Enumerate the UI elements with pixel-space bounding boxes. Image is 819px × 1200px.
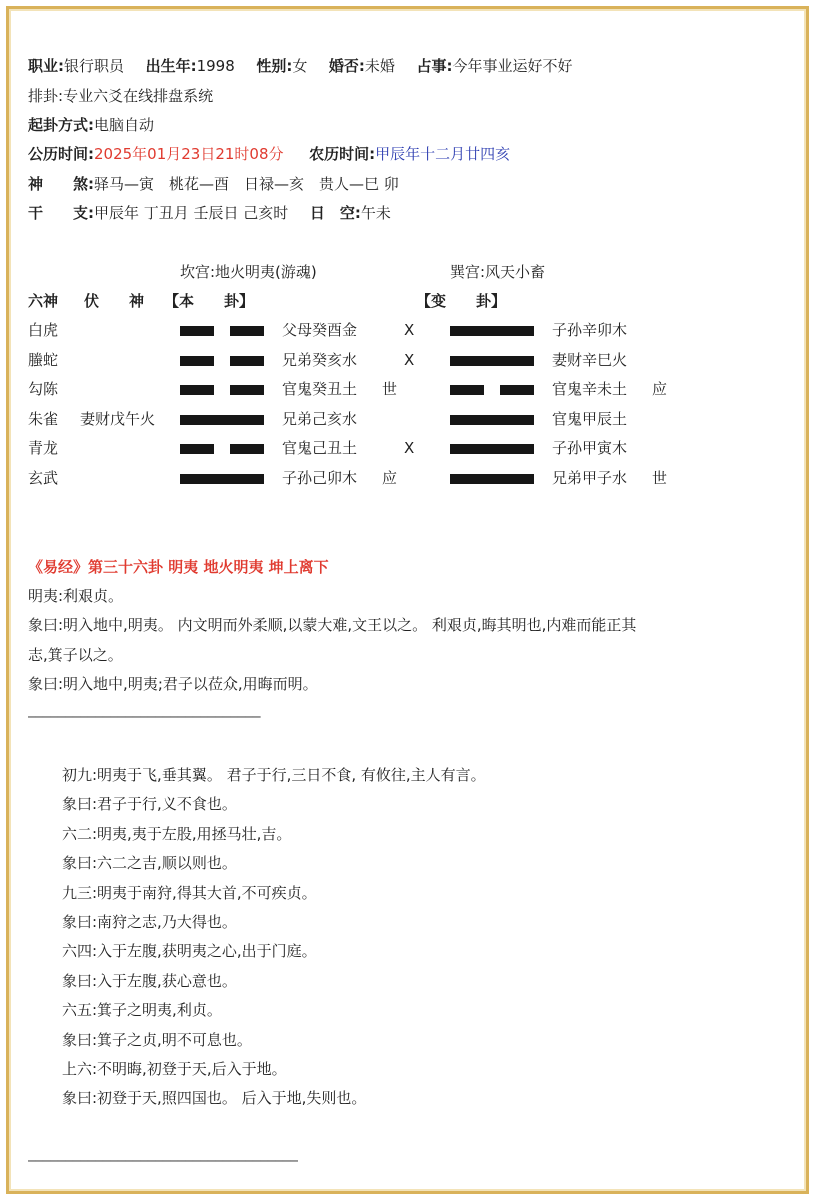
bian-line-text: 妻财辛巳火 — [552, 351, 628, 369]
question-value: 今年事业运好不好 — [452, 57, 573, 75]
bian-line-text: 兄弟甲子水 — [552, 469, 628, 487]
ben-yao-bar-yin — [180, 444, 264, 454]
yin-segment — [180, 356, 214, 366]
shensha-value: 驿马—寅 桃花—酉 日禄—亥 贵人—巳 卯 — [94, 175, 399, 193]
bian-yao-bar-yang — [450, 356, 534, 366]
bian-yao-bar-yang — [450, 326, 534, 336]
kong-value: 午未 — [360, 204, 391, 222]
gua-ci: 明夷:利艰贞。 — [28, 587, 124, 605]
kong-label: 日 空: — [309, 204, 361, 222]
liushen-cell: 朱雀 — [28, 410, 59, 428]
ben-line-text: 子孙己卯木 — [282, 469, 358, 487]
ben-yao-bar-yin — [180, 385, 264, 395]
liushen-cell: 白虎 — [28, 321, 59, 339]
birth-value: 1998 — [196, 57, 235, 75]
solar-label: 公历时间: — [28, 145, 94, 163]
bian-yao-bar-yin — [450, 385, 534, 395]
yao-ci-line: 九三:明夷于南狩,得其大首,不可疾贞。 — [62, 884, 317, 902]
bian-yao-bar-yang — [450, 415, 534, 425]
fushen-cell: 妻财戊午火 — [80, 410, 156, 428]
info-line-4 — [28, 144, 510, 164]
job-value: 银行职员 — [64, 57, 125, 75]
info-line-5 — [28, 174, 399, 194]
yin-segment — [180, 385, 214, 395]
ben-line-mark: 世 — [382, 380, 398, 398]
ben-line-text: 官鬼癸丑土 — [282, 380, 358, 398]
col-ben: 【本 卦】 — [164, 292, 255, 310]
ben-line-text: 兄弟癸亥水 — [282, 351, 358, 369]
info-line-3 — [28, 115, 154, 135]
ben-line-text: 官鬼己丑土 — [282, 439, 358, 457]
bian-line-text: 子孙甲寅木 — [552, 439, 628, 457]
yin-segment — [230, 356, 264, 366]
ben-line-mark: 应 — [382, 469, 398, 487]
col-fushen: 伏 神 — [84, 292, 145, 310]
yao-ci-line: 六四:入于左腹,获明夷之心,出于门庭。 — [62, 942, 317, 960]
solar-value: 2025年01月23日21时08分 — [94, 145, 284, 163]
info-line-1 — [28, 56, 573, 76]
yao-ci-line: 六二:明夷,夷于左股,用拯马壮,吉。 — [62, 825, 292, 843]
ganzhi-value: 甲辰年 丁丑月 壬辰日 己亥时 — [94, 204, 289, 222]
yin-segment — [450, 385, 484, 395]
ben-yao-bar-yin — [180, 356, 264, 366]
method-label: 起卦方式: — [28, 116, 94, 134]
marital-label: 婚否: — [328, 57, 365, 75]
bian-line-text: 官鬼甲辰土 — [552, 410, 628, 428]
yao-xiang-line: 象曰:初登于天,照四国也。 后入于地,失则也。 — [62, 1089, 367, 1107]
lunar-label: 农历时间: — [309, 145, 376, 163]
bian-palace: 巽宫:风天小畜 — [450, 263, 546, 281]
divider-1: _______________________________ — [28, 700, 261, 718]
tuan-line-1: 象曰:明入地中,明夷。 内文明而外柔顺,以蒙大难,文王以之。 利艰贞,晦其明也,内难而能正其 — [28, 616, 637, 634]
yin-segment — [230, 385, 264, 395]
yin-segment — [500, 385, 534, 395]
lunar-value: 甲辰年十二月廿四亥 — [375, 145, 511, 163]
yao-xiang-line: 象曰:箕子之贞,明不可息也。 — [62, 1031, 252, 1049]
gender-value: 女 — [292, 57, 308, 75]
yao-ci-line: 上六:不明晦,初登于天,后入于地。 — [62, 1060, 287, 1078]
xiang-line: 象曰:明入地中,明夷;君子以莅众,用晦而明。 — [28, 675, 318, 693]
bian-line-mark: 应 — [652, 380, 668, 398]
bian-line-mark: 世 — [652, 469, 668, 487]
ben-palace: 坎宫:地火明夷(游魂) — [180, 263, 317, 281]
ben-line-text: 父母癸酉金 — [282, 321, 358, 339]
gender-label: 性别: — [256, 57, 293, 75]
yao-xiang-line: 象曰:入于左腹,获心意也。 — [62, 972, 237, 990]
yao-xiang-line: 象曰:南狩之志,乃大得也。 — [62, 913, 237, 931]
yin-segment — [180, 444, 214, 454]
ben-yao-bar-yin — [180, 326, 264, 336]
bian-yao-bar-yang — [450, 444, 534, 454]
liushen-cell: 青龙 — [28, 439, 59, 457]
job-label: 职业: — [28, 57, 64, 75]
tuan-line-2: 志,箕子以之。 — [28, 646, 123, 664]
divider-2: ____________________________________ — [28, 1144, 298, 1162]
bian-yao-bar-yang — [450, 474, 534, 484]
paigua-value: 专业六爻在线排盘系统 — [63, 87, 214, 105]
moving-mark: X — [404, 351, 415, 369]
yao-ci-line: 六五:箕子之明夷,利贞。 — [62, 1001, 222, 1019]
info-line-6 — [28, 203, 391, 223]
ben-yao-bar-yang — [180, 474, 264, 484]
yin-segment — [230, 444, 264, 454]
yin-segment — [180, 326, 214, 336]
liushen-cell: 玄武 — [28, 469, 59, 487]
liushen-cell: 勾陈 — [28, 380, 59, 398]
question-label: 占事: — [416, 57, 453, 75]
bian-line-text: 官鬼辛未土 — [552, 380, 628, 398]
moving-mark: X — [404, 321, 415, 339]
ganzhi-label: 干 支: — [28, 204, 94, 222]
birth-label: 出生年: — [145, 57, 197, 75]
ben-line-text: 兄弟己亥水 — [282, 410, 358, 428]
yao-xiang-line: 象曰:六二之吉,顺以则也。 — [62, 854, 237, 872]
yin-segment — [230, 326, 264, 336]
info-line-2 — [28, 86, 213, 106]
method-value: 电脑自动 — [94, 116, 155, 134]
marital-value: 未婚 — [364, 57, 395, 75]
col-bian: 【变 卦】 — [416, 292, 507, 310]
shensha-label: 神 煞: — [28, 175, 94, 193]
yao-ci-line: 初九:明夷于飞,垂其翼。 君子于行,三日不食, 有攸往,主人有言。 — [62, 766, 486, 784]
ben-yao-bar-yang — [180, 415, 264, 425]
col-liushen: 六神 — [28, 292, 59, 310]
yijing-title: 《易经》第三十六卦 明夷 地火明夷 坤上离下 — [28, 558, 329, 576]
bian-line-text: 子孙辛卯木 — [552, 321, 628, 339]
liushen-cell: 螣蛇 — [28, 351, 59, 369]
yao-xiang-line: 象曰:君子于行,义不食也。 — [62, 795, 237, 813]
moving-mark: X — [404, 439, 415, 457]
paigua-label: 排卦: — [28, 87, 64, 105]
